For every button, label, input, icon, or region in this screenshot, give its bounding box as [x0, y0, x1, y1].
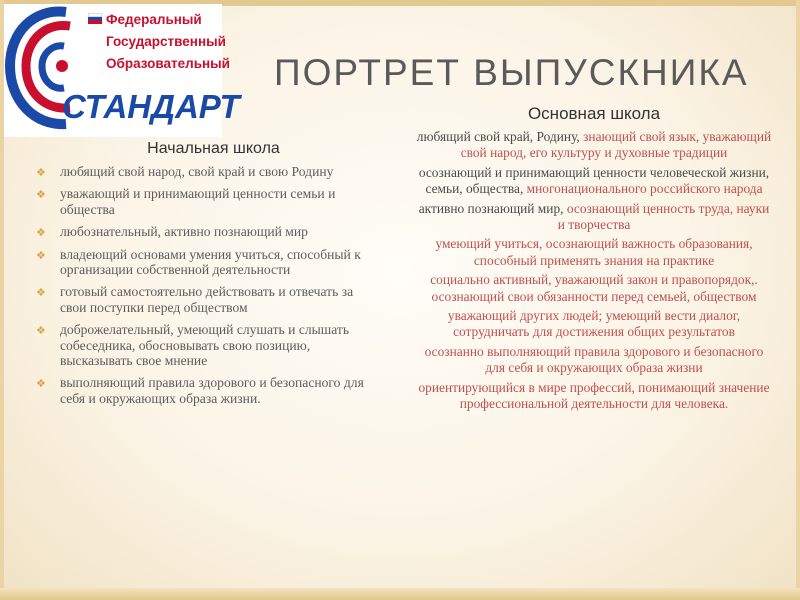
logo-line-3: Образовательный — [106, 56, 230, 71]
list-item — [32, 375, 367, 406]
list-item — [415, 202, 773, 233]
list-item — [415, 166, 773, 197]
list-item — [415, 381, 773, 412]
list-item-text: доброжелательный, умеющий слушать и слышать собеседника, обосновывать свою позицию, высказывать свое мнение — [60, 322, 350, 369]
list-item-text: готовый самостоятельно действовать и отвечать за свои поступки перед обществом — [60, 284, 354, 315]
list-item — [415, 237, 773, 268]
list-item-text: выполняющий правила здорового и безопасного для себя и окружающих образа жизни. — [60, 375, 364, 406]
diamond-bullet-icon: ❖ — [36, 248, 46, 262]
list-item — [32, 284, 367, 315]
diamond-bullet-icon: ❖ — [36, 188, 46, 202]
primary-school-column — [32, 140, 367, 413]
basic-school-heading: Основная школа — [527, 104, 661, 123]
list-item — [32, 186, 367, 217]
list-item — [415, 273, 773, 304]
frame-right — [796, 0, 800, 600]
list-item-text: любящий свой народ, свой край и свою Родину — [60, 164, 334, 179]
list-item-text: уважающий и принимающий ценности семьи и общества — [60, 186, 336, 217]
list-item — [415, 130, 773, 161]
diamond-bullet-icon: ❖ — [36, 166, 46, 179]
list-item — [32, 247, 367, 278]
list-item-highlight: многонационального российского народа — [526, 181, 763, 197]
list-item-text: владеющий основами умения учиться, способный к организации собственной деятельности — [60, 246, 361, 278]
list-item-highlight: социально активный, уважающий закон и правопорядок,. осознающий свои обязанности перед семьей, обществом — [430, 272, 758, 304]
diamond-bullet-icon: ❖ — [36, 377, 46, 391]
list-item — [415, 309, 773, 340]
list-item-text: осознающий и принимающий ценности человеческой жизни, семьи, общества, — [418, 164, 770, 197]
list-item — [32, 322, 367, 368]
diamond-bullet-icon: ❖ — [36, 286, 46, 300]
basic-school-column — [415, 104, 773, 417]
list-item-text: любящий свой край, Родину, — [416, 129, 584, 144]
list-item-text: любознательный, активно познающий мир — [60, 224, 308, 240]
logo-wordmark: СТАНДАРТ — [62, 88, 240, 125]
frame-bottom — [0, 588, 800, 600]
diamond-bullet-icon: ❖ — [36, 226, 46, 240]
primary-school-heading: Начальная школа — [147, 140, 280, 157]
list-item — [32, 164, 367, 179]
diamond-bullet-icon: ❖ — [36, 324, 46, 338]
list-item-highlight: знающий свой язык, уважающий свой народ, его культуру и духовные традиции — [460, 129, 772, 161]
list-item — [32, 224, 367, 239]
list-item-highlight: ориентирующийся в мире профессий, понимающий значение профессиональной деятельности для человека. — [418, 379, 770, 412]
logo-line-2: Государственный — [106, 34, 226, 49]
list-item-highlight: осознающий ценность труда, науки и творчества — [557, 200, 770, 233]
fgos-logo — [4, 4, 240, 137]
list-item-text: активно познающий мир, — [418, 200, 567, 216]
slide-title: ПОРТРЕТ ВЫПУСКНИКА — [274, 52, 749, 93]
list-item-highlight: умеющий учиться, осознающий важность образования, способный применять знания на практике — [435, 236, 753, 268]
basic-school-list — [415, 130, 773, 412]
list-item-highlight: уважающий других людей; умеющий вести диалог, сотрудничать для достижения общих результатов — [447, 308, 741, 340]
list-item — [415, 345, 773, 376]
logo-line-1: Федеральный — [106, 12, 202, 27]
russian-flag-icon — [88, 13, 102, 24]
primary-school-list — [32, 164, 367, 406]
list-item-highlight: осознанно выполняющий правила здорового и безопасного для себя и окружающих образа жизни — [424, 343, 764, 376]
